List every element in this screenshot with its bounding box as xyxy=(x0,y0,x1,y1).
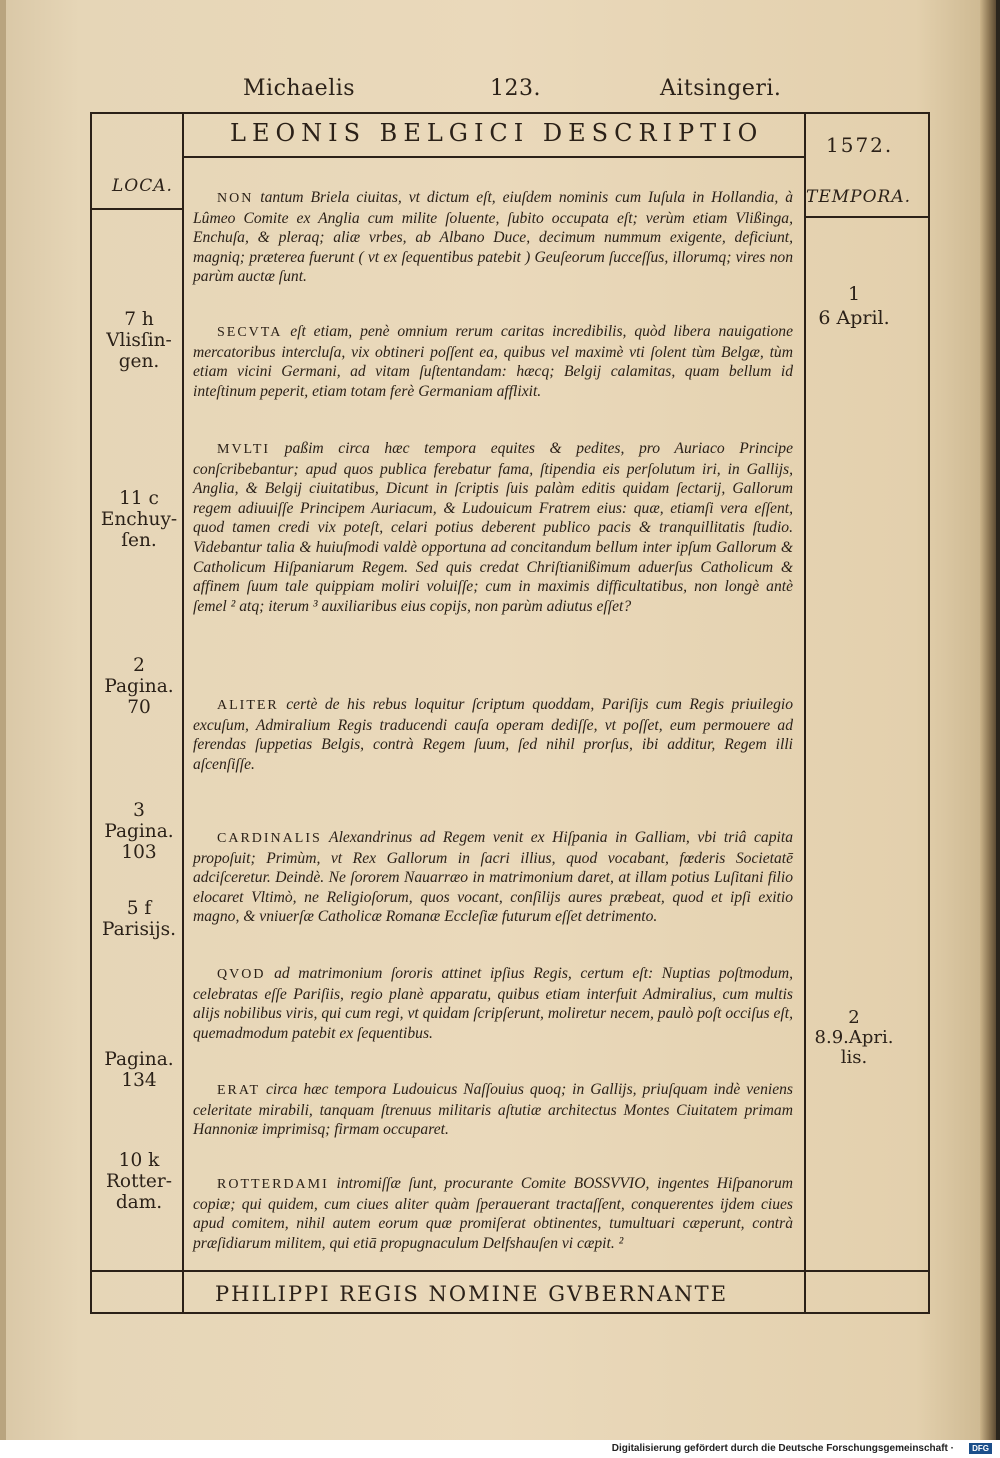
margin-note-left: 2 Pagina. 70 xyxy=(104,655,174,718)
running-head-right: Aitsingeri. xyxy=(660,76,782,101)
credit-text: Digitalisierung gefördert durch die Deutsche Forschungsgemeinschaft · xyxy=(611,1443,954,1454)
paragraph-text: Alexandrinus ad Regem venit ex Hiſpania in Galliam, vbi triâ capita propoſuit; Primùm, vt Rex Gallorum in ſacri illius, quod vocabant, fœderis Societatē adciſceretur. Deindè. Ne ſororem Nauarræo in matrimonium daret, at illam potius Luſitani filio elocaret Vltimò, ne Religioſorum, quos vocant, conſilijs aures præbeat, quod et ipſi exitio magno, & vniuerſæ Catholicæ Romanæ Eccleſiæ futurum eſſet detrimento. xyxy=(193,829,793,926)
paragraph-text: eſt etiam, penè omnium rerum caritas incredibilis, quòd libera nauigatione mercatoribus intercluſa, vix obtineri poſſent ea, quibus vel maximè vti ſolent tùm Belgæ, tùm etiam vicini Germani, ad vitam ſuſtentandam: hæcq; Belgij calamitas, quam bellum id inteſtinum peperit, etiam totam ferè Germaniam afflixit. xyxy=(193,323,793,400)
page-title: LEONIS BELGICI DESCRIPTIO xyxy=(230,119,764,147)
paragraph xyxy=(193,1080,793,1140)
paragraph-lead: SECVTA xyxy=(217,325,283,340)
rule-bottom-outer xyxy=(90,1312,930,1314)
page-number: 123. xyxy=(490,76,541,101)
paragraph xyxy=(193,964,793,1043)
paragraph-lead: QVOD xyxy=(217,967,266,982)
margin-note-right: 1 6 April. xyxy=(818,283,890,329)
paragraph-lead: MVLTI xyxy=(217,442,271,457)
margin-note-left: 3 Pagina. 103 xyxy=(104,800,174,863)
page-left-edge xyxy=(0,0,6,1440)
paragraph-lead: ERAT xyxy=(217,1083,260,1098)
paragraph-text: circa hæc tempora Ludouicus Naſſouius quoq; in Gallijs, priuſquam indè veniens celeritate mirabili, tanquam ſtrenuus militaris aſtutiæ architectus Montes Ciuitatem primam Hannoniæ imprimisq; firmam occuparet. xyxy=(193,1081,793,1139)
paragraph-text: tantum Briela ciuitas, vt dictum eſt, eiuſdem nominis cum Iuſula in Hollandia, à Lûmeo Comite ex Anglia cum milite ſoluente, ſubito occupata eſt; verùm etiam Vlißinga, Enchuſa, & pleraq; aliæ vrbes, ab Albano Duce, decimum nummum exigente, deficiunt, magniq; præterea fuerunt ( vt ex ſequentibus patebit ) Geuſeorum ſucceſſus, illorumq; vires non parùm auctæ ſunt. xyxy=(193,189,793,286)
paragraph-text: paßim circa hæc tempora equites & pedites, pro Auriaco Principe conſcribebantur; apud quos publica ferebatur fama, ſtipendia eis perſolutum iri, in Gallijs, Anglia, & Belgij ciuitatibus, Dicunt in ſcriptis ſuis palàm editis quidam ſectarij, Gallorum regem adiuuiſſe Principem Auriacum, & Ludouicum Fratrem eius: quæ, etiamſi vera eſſent, quod tamen credi vix poteſt, celari potius deberent publico pacis & tranquillitatis ſtudio. Videbantur talia & huiuſmodi valdè opportuna ad concitandum bellum inter ipſum Gallorum & Catholicum Hiſpaniarum Regem. Sed quis credat Chriſtianißimum aduerſus Catholicum & affinem ſuum tale quippiam moliri voluiſſe; cum in maximis difficultatibus, non longè antè ſemel ² atq; iterum ³ auxiliaribus eius copijs, non parùm adiutus eſſet? xyxy=(193,440,793,615)
margin-note-left: Pagina. 134 xyxy=(104,1049,174,1091)
paragraph-text: ad matrimonium ſororis attinet ipſius Regis, certum eſt: Nuptias poſtmodum, celebratas eſſe Pariſiis, regio planè apparatu, quibus etiam interfuit Admiralius, cum multis alijs nobilibus viris, qui cum regi, vt quidam ſcripſerunt, moliretur necem, paulò poſt occiſus eſt, quemadmodum patebit ex ſequentibus. xyxy=(193,965,793,1042)
paragraph-text: certè de his rebus loquitur ſcriptum quoddam, Pariſijs cum Regis priuilegio excuſum, Admiralium Regis traducendi cauſa operam dediſſe, vt poſſet, eum permouere ad ferendas ſuppetias Belgis, contrà Regem ſuum, ſed nihil prorſus, ibi additur, Regem illi aſcenſiſſe. xyxy=(193,696,793,773)
margin-note-left: 10 k Rotter- dam. xyxy=(106,1150,172,1213)
rule-left-inner xyxy=(182,112,184,1312)
paragraph-text: intromiſſæ ſunt, procurante Comite BOSSVVIO, ingentes Hiſpanorum copiæ; qui quidem, cum ciues aliter quàm ſperauerant tractaſſent, conquerentes ijdem ciues apud comitem, nihil autem eorum quæ promiſerat obtinentes, tumultuari cæperunt, contrà præſidiarum militem, qui etiā propugnaculum Delfshauſen vi cæpit. ² xyxy=(193,1175,793,1252)
rule-right-outer xyxy=(928,112,930,1312)
paragraph xyxy=(193,322,793,401)
paragraph-lead: ALITER xyxy=(217,698,279,713)
margin-note-left: 11 c Enchuy- ſen. xyxy=(100,488,178,551)
paragraph-lead: ROTTERDAMI xyxy=(217,1177,329,1192)
paragraph-lead: CARDINALIS xyxy=(217,831,322,846)
column-label-tempora: TEMPORA. xyxy=(806,187,912,207)
rule-under-title xyxy=(182,156,804,158)
paragraph xyxy=(193,695,793,774)
paragraph xyxy=(193,188,793,287)
paragraph xyxy=(193,439,793,616)
paragraph xyxy=(193,1174,793,1253)
running-head-left: Michaelis xyxy=(243,76,356,101)
rule-left-outer xyxy=(90,112,92,1312)
column-label-loca: LOCA. xyxy=(112,176,173,196)
dfg-logo: DFG xyxy=(969,1443,992,1454)
margin-note-right: 2 8.9.Apri. lis. xyxy=(814,1007,894,1068)
footer-title: PHILIPPI REGIS NOMINE GVBERNANTE xyxy=(215,1282,729,1306)
credit-bar xyxy=(0,1440,1000,1458)
page-right-edge xyxy=(980,0,996,1440)
margin-note-left: 7 h Vlisſin- gen. xyxy=(106,309,172,372)
year-label: 1572. xyxy=(826,133,894,157)
paragraph-lead: NON xyxy=(217,191,254,206)
margin-note-left: 5 f Parisijs. xyxy=(102,898,176,940)
rule-loca xyxy=(90,208,182,210)
rule-tempora xyxy=(806,216,930,218)
paragraph xyxy=(193,828,793,927)
